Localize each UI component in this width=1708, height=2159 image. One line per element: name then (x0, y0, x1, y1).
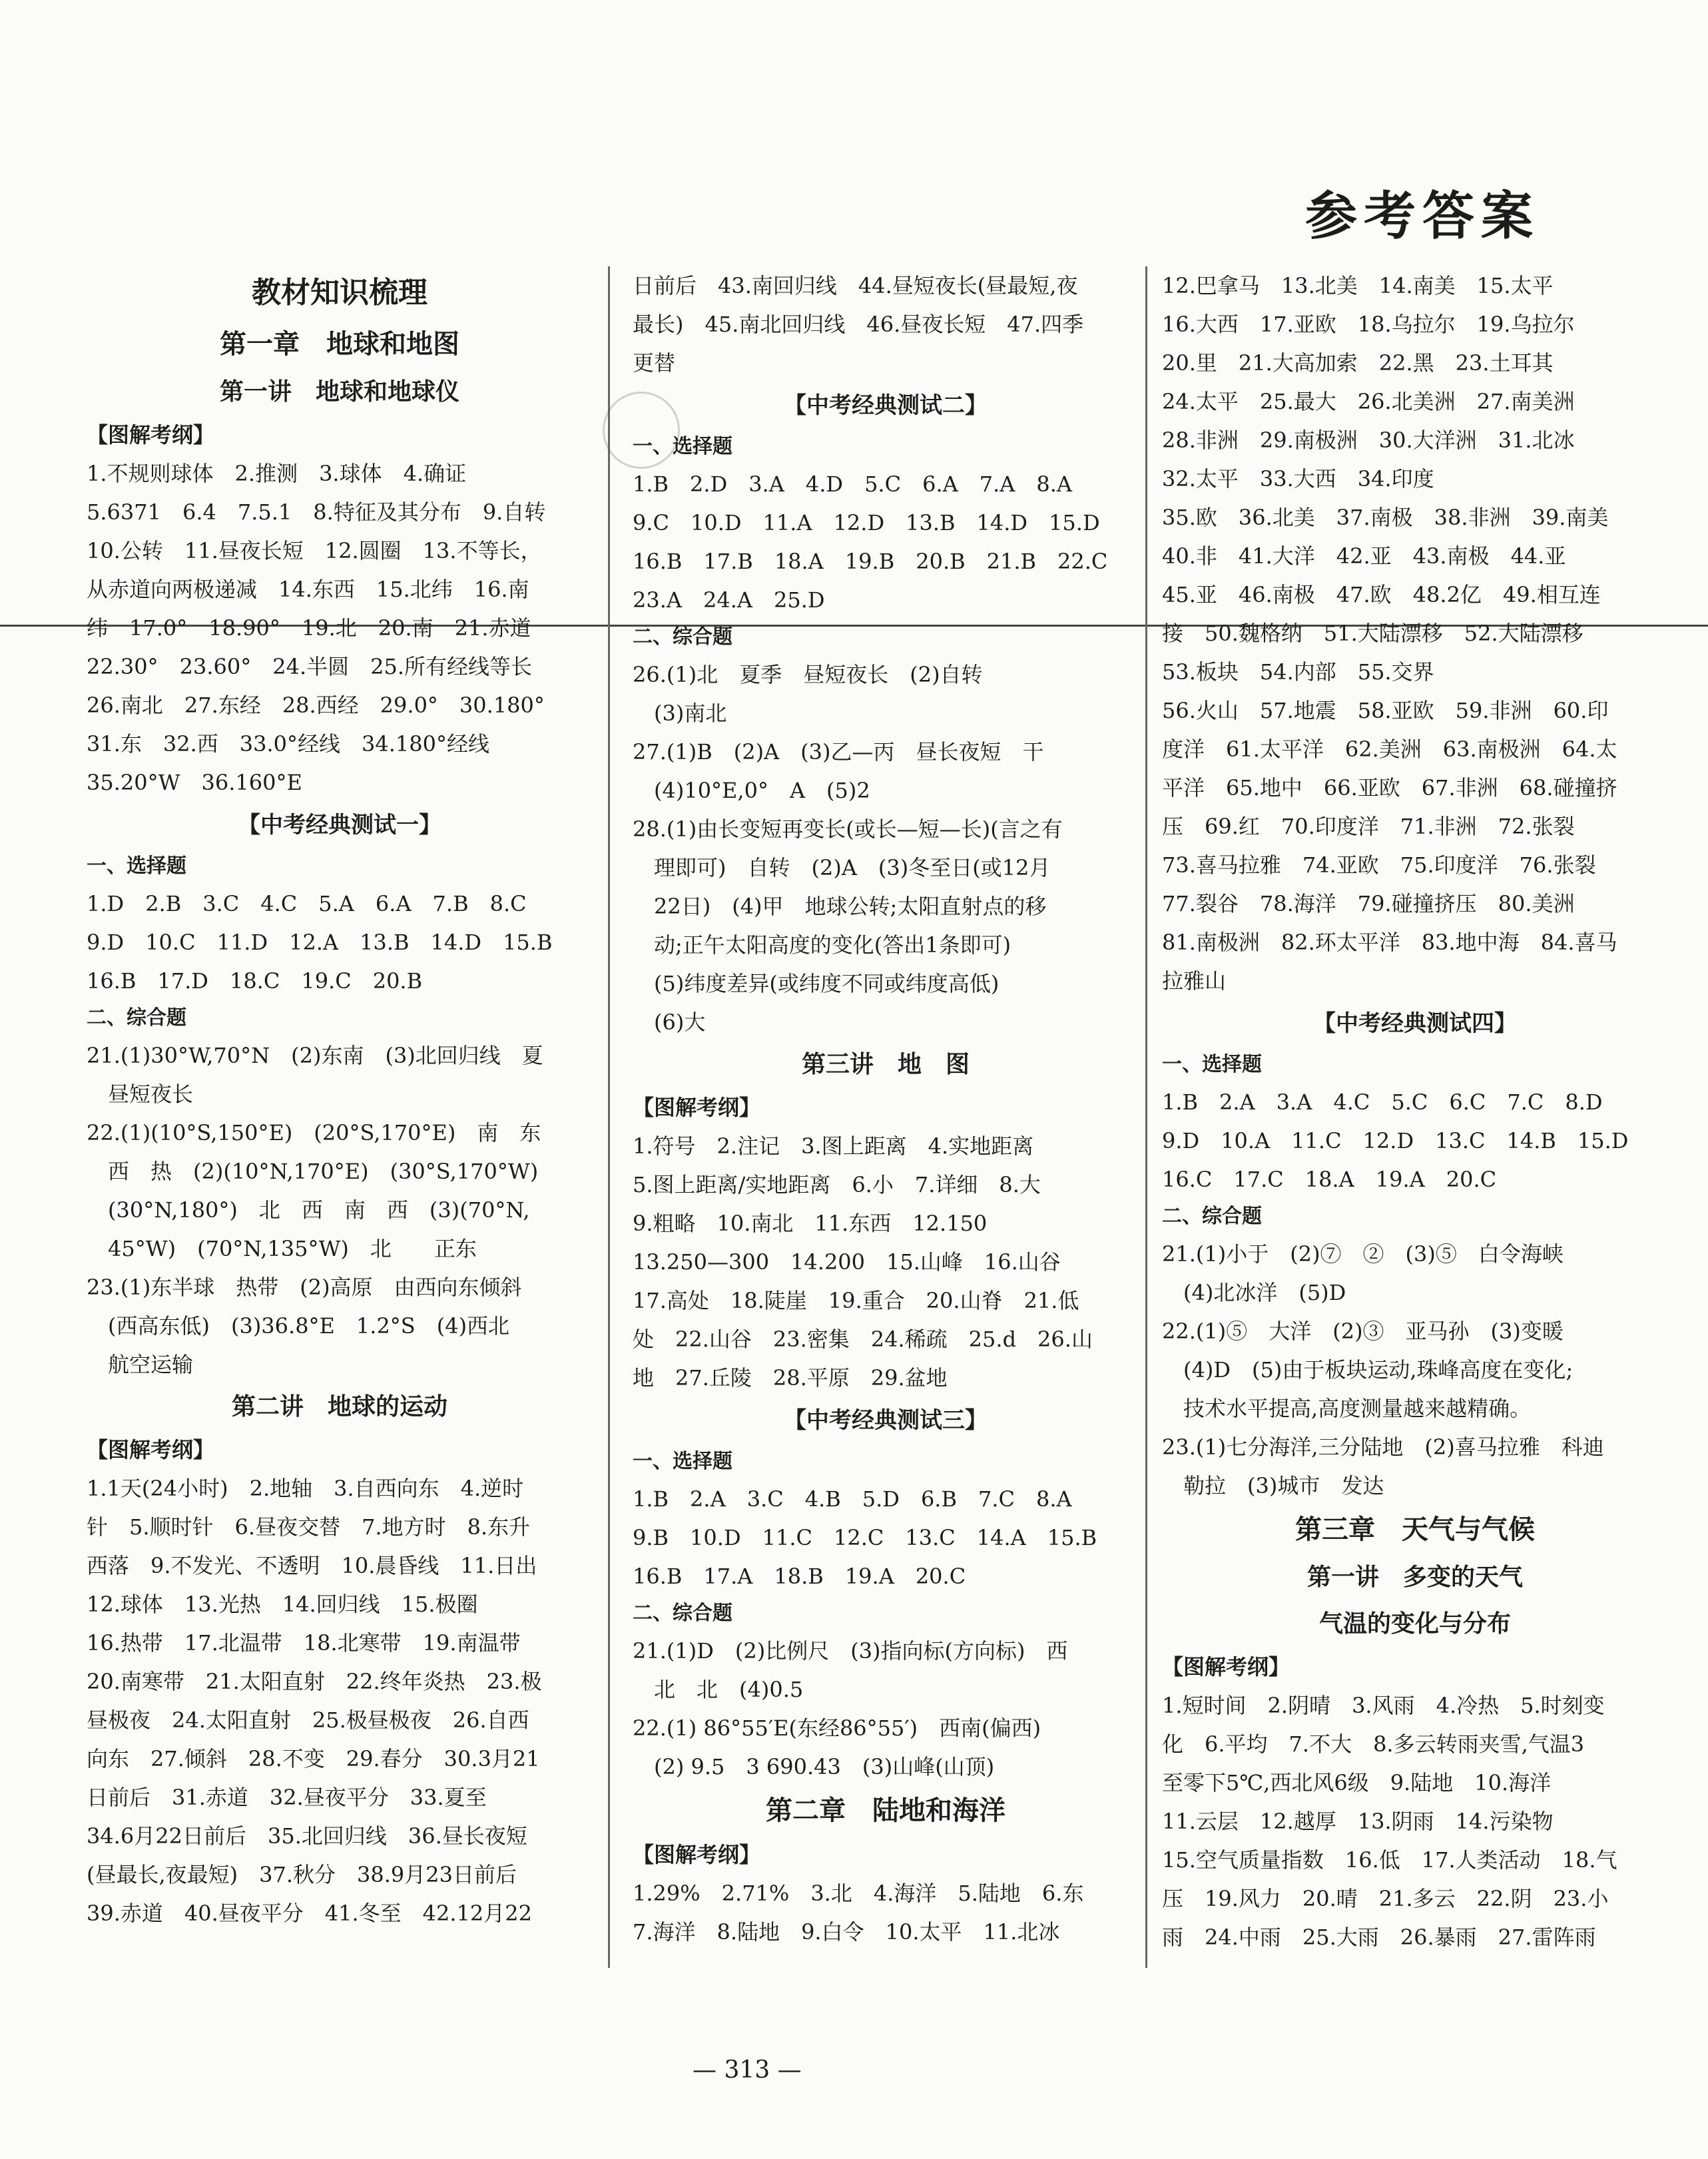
answer-line: 7.海洋 8.陆地 9.白令 10.太平 11.北冰 (633, 1919, 1060, 1945)
answer-line: 从赤道向两极递减 14.东西 15.北纬 16.南 (87, 577, 529, 602)
column-2 (633, 266, 1139, 1971)
section-label: 【图解考纲】 (87, 1437, 215, 1462)
answer-line: (西高东低) (3)36.8°E 1.2°S (4)西北 (87, 1313, 510, 1339)
answer-line: 53.板块 54.内部 55.交界 (1162, 659, 1434, 685)
chapter-heading: 第一章 地球和地图 (220, 329, 459, 360)
choice-label: 一、选择题 (633, 1450, 732, 1473)
answer-line: (6)大 (633, 1010, 706, 1035)
answer-line: 56.火山 57.地震 58.亚欧 59.非洲 60.印 (1162, 698, 1609, 723)
answer-line: 最长) 45.南北回归线 46.昼夜长短 47.四季 (633, 312, 1084, 337)
answer-line: 16.B 17.A 18.B 19.A 20.C (633, 1564, 966, 1589)
answer-line: 1.29% 2.71% 3.北 4.海洋 5.陆地 6.东 (633, 1881, 1084, 1906)
answer-line: 32.太平 33.大西 34.印度 (1162, 466, 1434, 491)
answer-line: 至零下5℃,西北风6级 9.陆地 10.海洋 (1162, 1770, 1552, 1795)
answer-line: 12.巴拿马 13.北美 14.南美 15.太平 (1162, 273, 1554, 298)
section-label: 【图解考纲】 (633, 1095, 761, 1120)
answer-line: 31.东 32.西 33.0°经线 34.180°经线 (87, 731, 490, 757)
section-label: 【图解考纲】 (87, 422, 215, 448)
answer-line: (4)北冰洋 (5)D (1162, 1280, 1346, 1305)
answer-line: 45°W) (70°N,135°W) 北 正东 (87, 1236, 477, 1261)
answer-line: 9.D 10.A 11.C 12.D 13.C 14.B 15.D (1162, 1128, 1629, 1153)
answer-line: 1.B 2.D 3.A 4.D 5.C 6.A 7.A 8.A (633, 471, 1073, 497)
column-3 (1162, 266, 1668, 1971)
answer-line: 22.(1)⑤ 大洋 (2)③ 亚马孙 (3)变暖 (1162, 1319, 1564, 1344)
answer-line: 纬 17.0° 18.90° 19.北 20.南 21.赤道 (87, 615, 531, 641)
answer-block (87, 454, 593, 802)
answer-line: 9.D 10.C 11.D 12.A 13.B 14.D 15.B (87, 930, 553, 955)
answer-line: 针 5.顺时针 6.昼夜交替 7.地方时 8.东升 (87, 1514, 531, 1540)
answer-line: 1.1天(24小时) 2.地轴 3.自西向东 4.逆时 (87, 1476, 524, 1501)
answer-line: 9.C 10.D 11.A 12.D 13.B 14.D 15.D (633, 510, 1100, 535)
answer-line: 北 北 (4)0.5 (633, 1677, 804, 1702)
test-heading: 【中考经典测试二】 (784, 392, 988, 419)
answer-line: 35.20°W 36.160°E (87, 770, 302, 795)
answer-line: 17.高处 18.陡崖 19.重合 20.山脊 21.低 (633, 1288, 1079, 1313)
answer-line: 更替 (633, 350, 676, 376)
chapter-heading: 第二章 陆地和海洋 (766, 1795, 1005, 1826)
answer-line: 20.里 21.大高加索 22.黑 23.土耳其 (1162, 350, 1554, 376)
answer-line: 81.南极洲 82.环太平洋 83.地中海 84.喜马 (1162, 930, 1617, 955)
answer-line: (2) 9.5 3 690.43 (3)山峰(山顶) (633, 1754, 995, 1779)
subsection-heading: 气温的变化与分布 (1318, 1610, 1511, 1638)
column-1 (87, 266, 593, 1971)
answer-line: 26.(1)北 夏季 昼短夜长 (2)自转 (633, 662, 983, 687)
answer-line: 西 热 (2)(10°N,170°E) (30°S,170°W) (87, 1159, 539, 1184)
answer-line: 77.裂谷 78.海洋 79.碰撞挤压 80.美洲 (1162, 891, 1575, 916)
answer-line: 45.亚 46.南极 47.欧 48.2亿 49.相互连 (1162, 582, 1601, 607)
answer-line: 35.欧 36.北美 37.南极 38.非洲 39.南美 (1162, 505, 1609, 530)
answer-line: 5.6371 6.4 7.5.1 8.特征及其分布 9.自转 (87, 499, 546, 525)
answer-line: 拉雅山 (1162, 968, 1227, 994)
answer-line: 9.B 10.D 11.C 12.C 13.C 14.A 15.B (633, 1525, 1097, 1550)
answer-line: 23.(1)七分海洋,三分陆地 (2)喜马拉雅 科迪 (1162, 1434, 1604, 1460)
answer-line: 昼短夜长 (87, 1081, 194, 1107)
page-number: — 313 — (693, 2056, 802, 2084)
choice-label: 一、选择题 (633, 435, 732, 458)
comprehensive-label: 二、综合题 (633, 625, 732, 649)
answer-line: 1.短时间 2.阴晴 3.风雨 4.冷热 5.时刻变 (1162, 1693, 1605, 1718)
answer-line: 40.非 41.大洋 42.亚 43.南极 44.亚 (1162, 543, 1566, 569)
answer-line: 地 27.丘陵 28.平原 29.盆地 (633, 1365, 948, 1390)
test-heading: 【中考经典测试三】 (784, 1407, 988, 1434)
choice-label: 一、选择题 (87, 854, 186, 878)
answer-line: 昼极夜 24.太阳直射 25.极昼极夜 26.自西 (87, 1707, 529, 1733)
answer-line: 27.(1)B (2)A (3)乙—丙 昼长夜短 干 (633, 739, 1044, 765)
answer-line: 接 50.魏格纳 51.大陆漂移 52.大陆漂移 (1162, 621, 1583, 646)
answer-line: 21.(1)小于 (2)⑦ ② (3)⑤ 白令海峡 (1162, 1241, 1564, 1267)
column-divider-left (608, 266, 610, 1968)
lecture-heading: 第二讲 地球的运动 (231, 1393, 447, 1420)
answer-line: 1.不规则球体 2.推测 3.球体 4.确证 (87, 461, 467, 486)
answer-line: 向东 27.倾斜 28.不变 29.春分 30.3月21 (87, 1746, 540, 1771)
answer-line: 西落 9.不发光、不透明 10.晨昏线 11.日出 (87, 1553, 537, 1578)
answer-line: 勒拉 (3)城市 发达 (1162, 1473, 1384, 1498)
lecture-heading: 第三讲 地 图 (801, 1051, 970, 1078)
answer-line: (4)D (5)由于板块运动,珠峰高度在变化; (1162, 1357, 1573, 1383)
answer-line: 23.A 24.A 25.D (633, 587, 825, 613)
answer-line: 15.空气质量指数 16.低 17.人类活动 18.气 (1162, 1847, 1617, 1873)
comprehensive-label: 二、综合题 (1162, 1205, 1262, 1228)
answer-line: (3)南北 (633, 701, 727, 726)
answer-line: 处 22.山谷 23.密集 24.稀疏 25.d 26.山 (633, 1327, 1093, 1352)
answer-line: 26.南北 27.东经 28.西经 29.0° 30.180° (87, 693, 545, 718)
answer-line: 28.非洲 29.南极洲 30.大洋洲 31.北冰 (1162, 428, 1575, 453)
answer-line: 12.球体 13.光热 14.回归线 15.极圈 (87, 1592, 478, 1617)
answer-line: 9.粗略 10.南北 11.东西 12.150 (633, 1211, 988, 1236)
answer-line: 化 6.平均 7.不大 8.多云转雨夹雪,气温3 (1162, 1731, 1585, 1757)
answer-line: 34.6月22日前后 35.北回归线 36.昼长夜短 (87, 1823, 527, 1849)
lecture-heading: 第一讲 多变的天气 (1306, 1564, 1523, 1591)
test-heading: 【中考经典测试一】 (238, 812, 441, 838)
chapter-heading: 第三章 天气与气候 (1295, 1514, 1535, 1545)
answer-line: 1.B 2.A 3.A 4.C 5.C 6.C 7.C 8.D (1162, 1089, 1603, 1115)
answer-line: 16.热带 17.北温带 18.北寒带 19.南温带 (87, 1630, 521, 1656)
answer-line: 23.(1)东半球 热带 (2)高原 由西向东倾斜 (87, 1275, 522, 1300)
answer-line: 22.(1) 86°55′E(东经86°55′) 西南(偏西) (633, 1715, 1041, 1741)
answer-line: 雨 24.中雨 25.大雨 26.暴雨 27.雷阵雨 (1162, 1925, 1596, 1950)
answer-line: 平洋 65.地中 66.亚欧 67.非洲 68.碰撞挤 (1162, 775, 1617, 800)
answer-line: 20.南寒带 21.太阳直射 22.终年炎热 23.极 (87, 1669, 542, 1694)
answer-line: 1.符号 2.注记 3.图上距离 4.实地距离 (633, 1133, 1034, 1159)
answer-line: 22.30° 23.60° 24.半圆 25.所有经线等长 (87, 654, 533, 679)
answer-line: 24.太平 25.最大 26.北美洲 27.南美洲 (1162, 389, 1575, 414)
answer-line: 理即可) 自转 (2)A (3)冬至日(或12月 (633, 855, 1051, 880)
choice-label: 一、选择题 (1162, 1053, 1262, 1076)
section-main-title: 教材知识梳理 (252, 276, 427, 310)
page-title: 参考答案 (1305, 186, 1540, 246)
answer-line: 16.大西 17.亚欧 18.乌拉尔 19.乌拉尔 (1162, 312, 1575, 337)
answer-line: (5)纬度差异(或纬度不同或纬度高低) (633, 971, 999, 996)
answer-line: (4)10°E,0° A (5)2 (633, 778, 870, 803)
comprehensive-label: 二、综合题 (87, 1006, 186, 1030)
answer-line: 1.D 2.B 3.C 4.C 5.A 6.A 7.B 8.C (87, 891, 527, 916)
answer-line: 22日) (4)甲 地球公转;太阳直射点的移 (633, 894, 1047, 919)
answer-line: 28.(1)由长变短再变长(或长—短—长)(言之有 (633, 816, 1063, 842)
column-divider-right (1145, 266, 1147, 1968)
answer-line: 13.250—300 14.200 15.山峰 16.山谷 (633, 1249, 1061, 1275)
answer-line: 10.公转 11.昼夜长短 12.圆圈 13.不等长， (87, 538, 542, 563)
answer-line: 16.B 17.D 18.C 19.C 20.B (87, 968, 423, 994)
answer-line: 1.B 2.A 3.C 4.B 5.D 6.B 7.C 8.A (633, 1486, 1072, 1512)
answer-line: 航空运输 (87, 1352, 194, 1377)
answer-line: 日前后 43.南回归线 44.昼短夜长(昼最短,夜 (633, 273, 1078, 298)
test-heading: 【中考经典测试四】 (1313, 1010, 1517, 1037)
lecture-heading: 第一讲 地球和地球仪 (219, 378, 459, 406)
answer-line: 压 69.红 70.印度洋 71.非洲 72.张裂 (1162, 814, 1575, 839)
answer-line: (昼最长,夜最短) 37.秋分 38.9月23日前后 (87, 1862, 517, 1887)
answer-line: 22.(1)(10°S,150°E) (20°S,170°E) 南 东 (87, 1120, 541, 1145)
answer-line: 21.(1)30°W,70°N (2)东南 (3)北回归线 夏 (87, 1043, 543, 1068)
answer-line: 16.B 17.B 18.A 19.B 20.B 21.B 22.C (633, 549, 1108, 574)
answer-line: 21.(1)D (2)比例尺 (3)指向标(方向标) 西 (633, 1638, 1068, 1664)
answer-line: 度洋 61.太平洋 62.美洲 63.南极洲 64.太 (1162, 737, 1617, 762)
answer-line: 日前后 31.赤道 32.昼夜平分 33.夏至 (87, 1785, 487, 1810)
section-label: 【图解考纲】 (1162, 1654, 1290, 1680)
answer-line: 39.赤道 40.昼夜平分 41.冬至 42.12月22 (87, 1901, 533, 1926)
comprehensive-label: 二、综合题 (633, 1602, 732, 1625)
answer-line: 16.C 17.C 18.A 19.A 20.C (1162, 1167, 1497, 1192)
answer-line: 11.云层 12.越厚 13.阴雨 14.污染物 (1162, 1809, 1554, 1834)
answer-line: (30°N,180°) 北 西 南 西 (3)(70°N, (87, 1197, 530, 1223)
answer-line: 动;正午太阳高度的变化(答出1条即可) (633, 932, 1011, 958)
answer-line: 压 19.风力 20.晴 21.多云 22.阴 23.小 (1162, 1886, 1609, 1911)
answer-line: 5.图上距离/实地距离 6.小 7.详细 8.大 (633, 1172, 1041, 1197)
section-label: 【图解考纲】 (633, 1842, 761, 1867)
answer-line: 73.喜马拉雅 74.亚欧 75.印度洋 76.张裂 (1162, 852, 1596, 878)
answer-line: 技术水平提高,高度测量越来越精确。 (1162, 1396, 1532, 1421)
